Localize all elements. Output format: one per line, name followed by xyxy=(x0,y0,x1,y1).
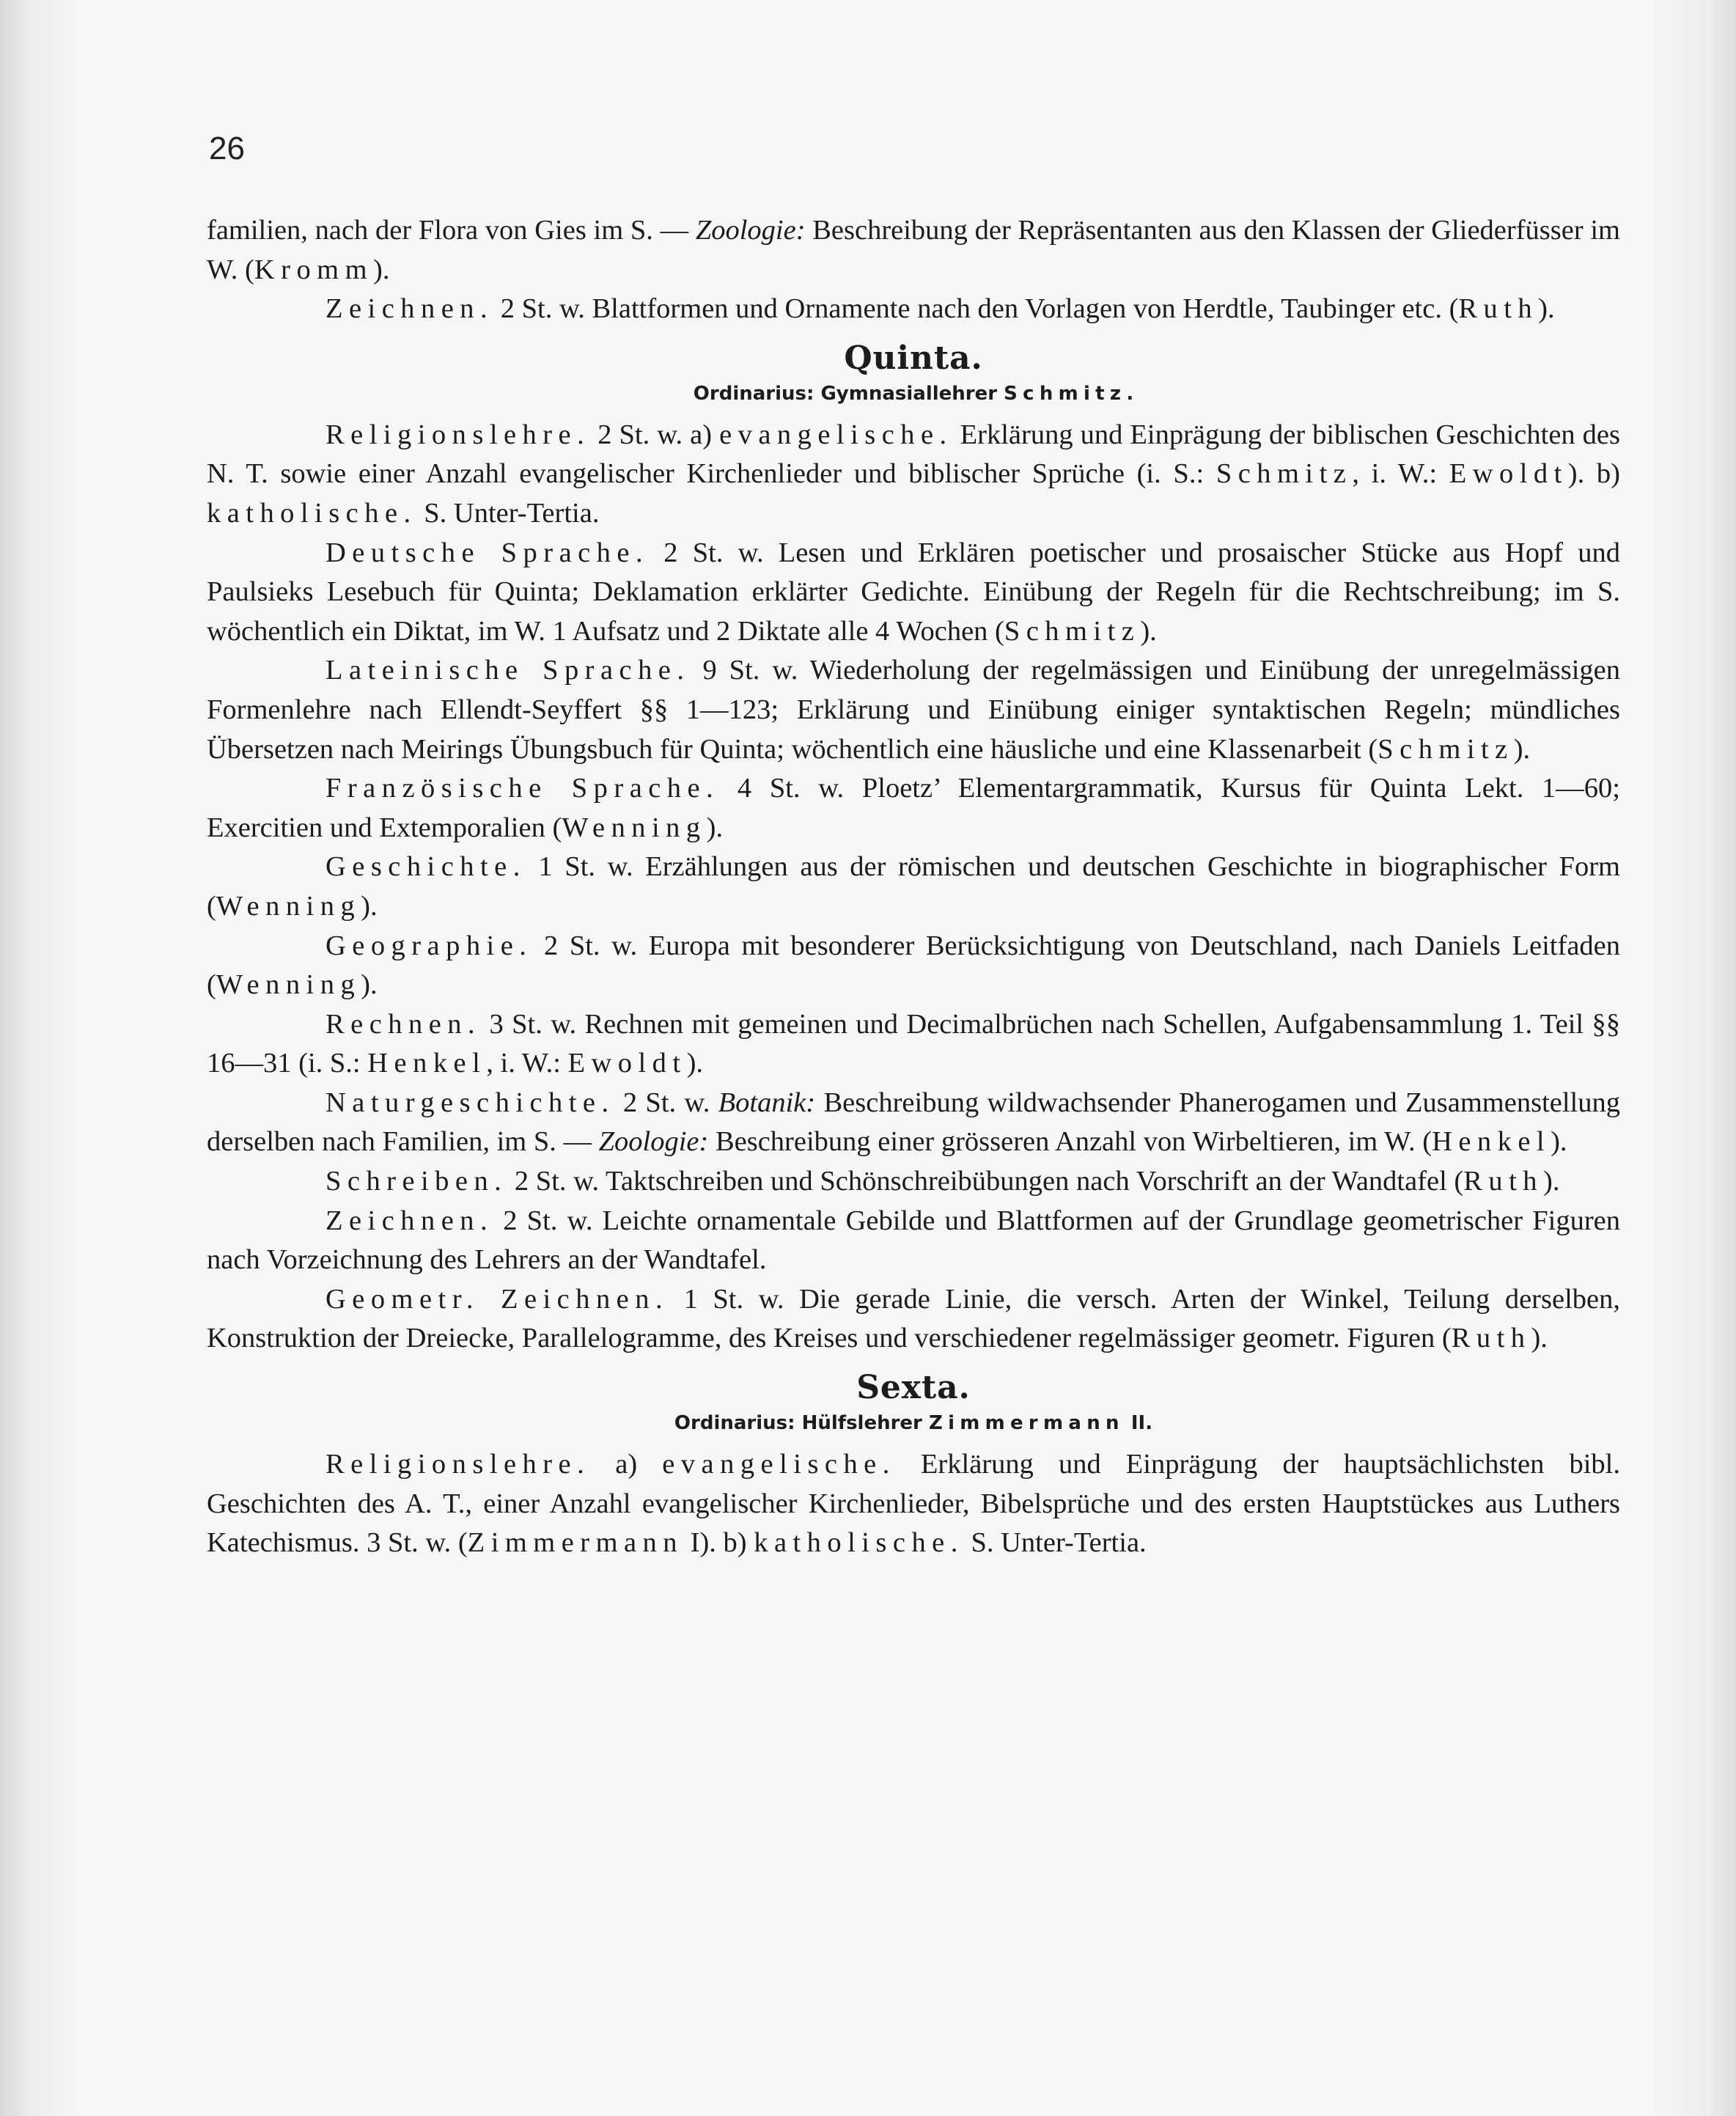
teacher-name: Ewoldt xyxy=(567,1048,687,1079)
teacher-name: Ruth xyxy=(1458,293,1539,325)
subject-title: Religionslehre. xyxy=(326,1449,591,1480)
subject-title: Deutsche Sprache. xyxy=(326,537,650,568)
teacher-name: Ruth xyxy=(1451,1323,1531,1354)
ordinarius-sexta: Ordinarius: Hülfslehrer Zimmermann II. xyxy=(674,1412,1153,1435)
paragraph-religionslehre-sexta: Religionslehre. a) evangelische. Erklärung und Einprägung der hauptsächlichsten bibl. Geschichten des A. T., einer Anzahl evangelischer Kirchenlieder, Bibelsprüche und des ersten Hauptstückes aus Luthers Katechismus. 3 St. w. (Zimmermann I). b) katholische. S. Unter-Tertia. xyxy=(207,1449,1620,1559)
paragraph-franzoesische-sprache: Französische Sprache. 4 St. w. Ploetz’ Elementargrammatik, Kursus für Quinta Lekt. 1—60; Exercitien und Extemporalien (Wenning). xyxy=(207,773,1620,843)
teacher-name: Schmitz xyxy=(1004,615,1141,647)
teacher-name: Wenning xyxy=(216,969,361,1001)
teacher-name: Schmitz xyxy=(1215,458,1353,490)
subject-title: Geschichte. xyxy=(326,851,526,883)
subject-title: Schreiben. xyxy=(326,1166,508,1197)
paragraph-deutsche-sprache: Deutsche Sprache. 2 St. w. Lesen und Erklären poetischer und prosaischer Stücke aus Hopf und Paulsieks Lesebuch für Quinta; Deklamation erklärter Gedichte. Einübung der Regeln für die Rechtschreibung; im S. wöchentlich ein Diktat, im W. 1 Aufsatz und 2 Diktate alle 4 Wochen (Schmitz). xyxy=(207,537,1620,647)
paragraph-geographie: Geographie. 2 St. w. Europa mit besonderer Berücksichtigung von Deutschland, nach Daniels Leitfaden (Wenning). xyxy=(207,930,1620,1001)
teacher-name: Wenning xyxy=(216,890,361,922)
subject-title: Geographie. xyxy=(326,930,533,961)
page-body xyxy=(207,211,1620,1563)
teacher-name: Zimmermann xyxy=(467,1527,683,1559)
teacher-name: Ewoldt xyxy=(1449,458,1568,490)
teacher-name: Schmitz xyxy=(1004,382,1127,405)
teacher-name: Henkel xyxy=(367,1048,487,1079)
teacher-name: Schmitz xyxy=(1378,733,1514,765)
paragraph-rechnen: Rechnen. 3 St. w. Rechnen mit gemeinen und Decimalbrüchen nach Schellen, Aufgabensammlung 1. Teil §§ 16—31 (i. S.: Henkel, i. W.: Ewoldt). xyxy=(207,1008,1620,1079)
subject-label-zoologie: Zoologie: xyxy=(598,1126,709,1158)
subject-title: Naturgeschichte. xyxy=(326,1087,615,1118)
teacher-name: Henkel xyxy=(1432,1126,1551,1158)
section-heading-sexta: Sexta. xyxy=(856,1369,971,1407)
subject-title: Zeichnen. xyxy=(326,1205,494,1236)
paragraph-zeichnen: Zeichnen. 2 St. w. Blattformen und Ornamente nach den Vorlagen von Herdtle, Taubinger etc. (Ruth). xyxy=(326,293,1555,325)
subject-title: Zeichnen. xyxy=(326,293,494,325)
paragraph-schreiben: Schreiben. 2 St. w. Taktschreiben und Schönschreibübungen nach Vorschrift an der Wandtafel (Ruth). xyxy=(326,1166,1560,1197)
page-number: 26 xyxy=(209,131,245,166)
teacher-name: Kromm xyxy=(254,254,373,285)
paragraph-geometrisches-zeichnen: Geometr. Zeichnen. 1 St. w. Die gerade Linie, die versch. Arten der Winkel, Teilung derselben, Konstruktion der Dreiecke, Parallelogramme, des Kreises und verschiedener regelmässiger geometr. Figuren (Ruth). xyxy=(207,1283,1620,1354)
paragraph-lateinische-sprache: Lateinische Sprache. 9 St. w. Wiederholung der regelmässigen und Einübung der unregelmässigen Formenlehre nach Ellendt-Seyffert §§ 1—123; Erklärung und Einübung einiger syntaktischen Regeln; mündliches Übersetzen nach Meirings Übungsbuch für Quinta; wöchentlich eine häusliche und eine Klassenarbeit (Schmitz). xyxy=(207,655,1620,765)
teacher-name: Zimmermann xyxy=(928,1412,1125,1435)
teacher-name: Wenning xyxy=(562,812,707,843)
paragraph-geschichte: Geschichte. 1 St. w. Erzählungen aus der römischen und deutschen Geschichte in biographischer Form (Wenning). xyxy=(207,851,1620,922)
subject-title: Rechnen. xyxy=(326,1008,482,1040)
subject-label-botanik: Botanik: xyxy=(718,1087,816,1118)
paragraph-zeichnen-quinta: Zeichnen. 2 St. w. Leichte ornamentale Gebilde und Blattformen auf der Grundlage geometrischer Figuren nach Vorzeichnung des Lehrers an der Wandtafel. xyxy=(207,1205,1620,1276)
paragraph-naturgeschichte-continued: familien, nach der Flora von Gies im S. — Zoologie: Beschreibung der Repräsentanten aus den Klassen der Gliederfüsser im W. (Kromm). xyxy=(207,215,1620,285)
ordinarius-quinta: Ordinarius: Gymnasiallehrer Schmitz. xyxy=(693,382,1134,405)
subject-title: Religionslehre. xyxy=(326,419,591,450)
subject-label-zoologie: Zoologie: xyxy=(695,215,806,246)
subject-title: Französische Sprache. xyxy=(326,773,720,804)
paragraph-naturgeschichte: Naturgeschichte. 2 St. w. Botanik: Beschreibung wildwachsender Phanerogamen und Zusammenstellung derselben nach Familien, im S. — Zoologie: Beschreibung einer grösseren Anzahl von Wirbeltieren, im W. (Henkel). xyxy=(207,1087,1620,1158)
subject-title: Geometr. Zeichnen. xyxy=(326,1283,669,1315)
subject-title: Lateinische Sprache. xyxy=(326,655,691,686)
paragraph-religionslehre: Religionslehre. 2 St. w. a) evangelische. Erklärung und Einprägung der biblischen Geschichten des N. T. sowie einer Anzahl evangelischer Kirchenlieder und biblischer Sprüche (i. S.: Schmitz, i. W.: Ewoldt). b) katholische. S. Unter-Tertia. xyxy=(207,419,1621,529)
teacher-name: Ruth xyxy=(1463,1166,1544,1197)
section-heading-quinta: Quinta. xyxy=(844,339,983,377)
